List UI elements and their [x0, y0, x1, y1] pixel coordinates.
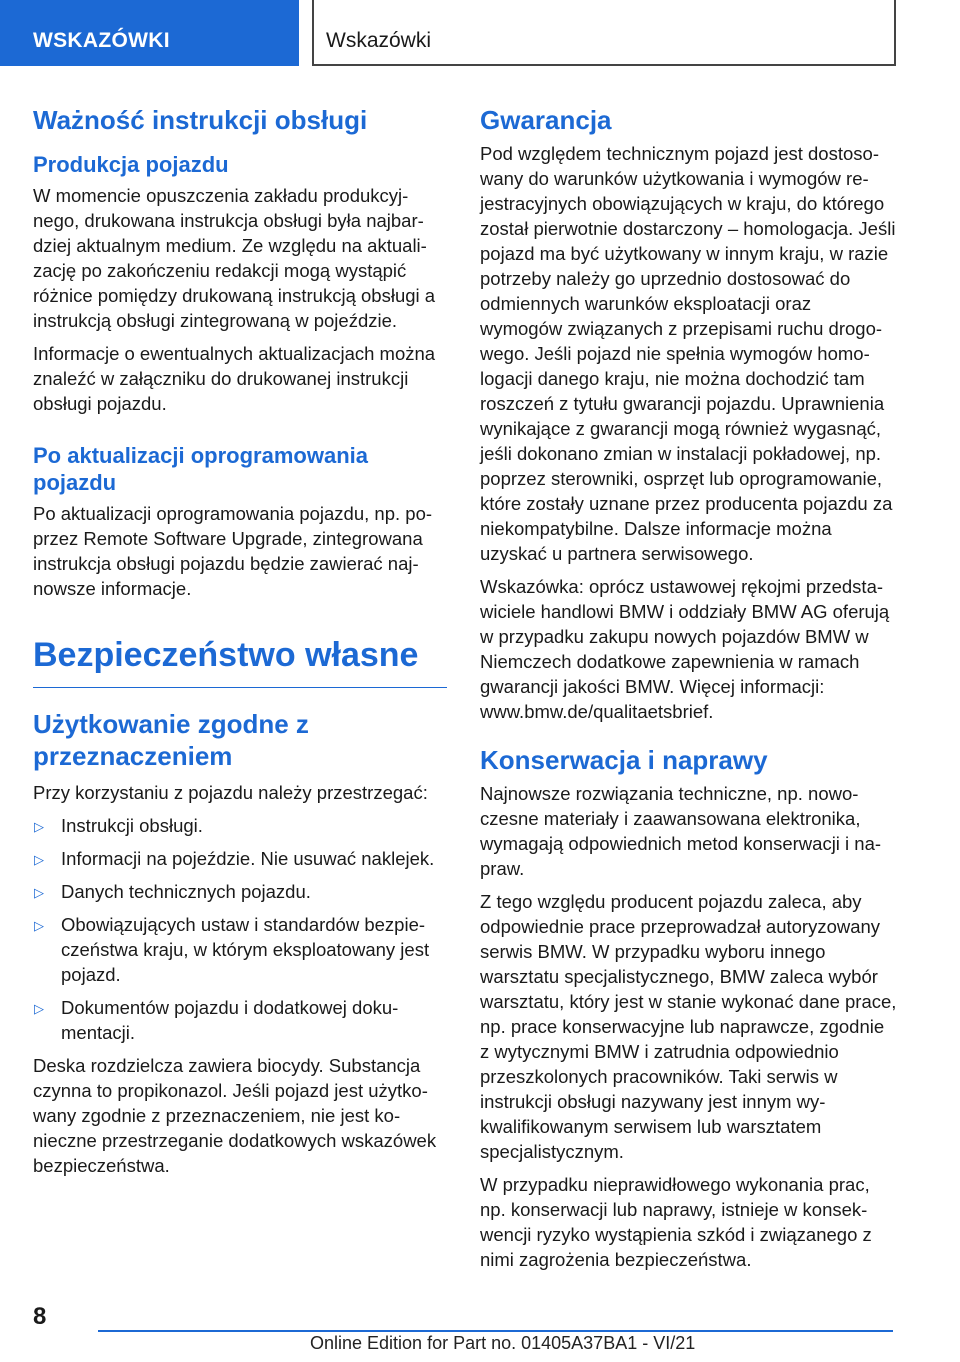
- triangle-bullet-icon: ▷: [34, 1001, 44, 1016]
- list-item: ▷ Danych technicznych pojazdu.: [33, 879, 447, 904]
- heading-intended-use: Użytkowanie zgodne z przeznaczeniem: [33, 709, 309, 771]
- bullet-list: [33, 813, 447, 1045]
- triangle-bullet-icon: ▷: [34, 819, 44, 834]
- footer-divider: [98, 1330, 893, 1332]
- triangle-bullet-icon: ▷: [34, 918, 44, 933]
- footer-edition: Online Edition for Part no. 01405A37BA1 - VI/21: [310, 1333, 696, 1353]
- paragraph: W przypadku nieprawidłowego wykonania prac, np. konserwacji lub naprawy, istnieje w konsekwencji ryzyko wystąpienia szkód i związanego z nimi zagrożenia bezpieczeństwa.: [480, 1174, 872, 1270]
- heading-warranty: Gwarancja: [480, 105, 612, 135]
- paragraph: Wskazówka: oprócz ustawowej rękojmi przedstawiciele handlowi BMW i oddziały BMW AG oferują w przypadku zakupu nowych pojazdów BMW w Niemczech dodatkowe zapewnienia w ramach gwarancji jakości BMW. Więcej informacji: www.bmw.de/qualitaetsbrief.: [480, 576, 890, 722]
- paragraph: Przy korzystaniu z pojazdu należy przestrzegać:: [33, 782, 428, 803]
- section-title: Wskazówki: [312, 0, 896, 66]
- paragraph: Najnowsze rozwiązania techniczne, np. nowoczesne materiały i zaawansowana elektronika, wymagają odpowiednich metod konserwacji i napraw.: [480, 783, 882, 879]
- heading-maintenance: Konserwacja i naprawy: [480, 745, 768, 775]
- left-column: [33, 100, 447, 1178]
- list-item: ▷ Obowiązujących ustaw i standardów bezpieczeństwa kraju, w którym eksploatowany jest pojazd.: [34, 914, 430, 985]
- list-item: ▷ Instrukcji obsługi.: [33, 813, 447, 838]
- list-item: ▷ Dokumentów pojazdu i dodatkowej dokumentacji.: [34, 997, 399, 1043]
- triangle-bullet-icon: ▷: [34, 852, 44, 867]
- paragraph: Pod względem technicznym pojazd jest dostosowany do warunków użytkowania i wymogów rejestracyjnych obowiązujących w kraju, do którego został pierwotnie dostarczony – homologacja. Jeśli pojazd ma być użytkowany w innym kraju, w razie potrzeby należy go uprzednio dostosować do odmiennych warunków eksploatacji oraz wymogów związanych z przepisami ruchu drogowego. Jeśli pojazd nie spełnia wymogów homologacji danego kraju, nie można dochodzić tam roszczeń z tytułu gwarancji pojazdu. Uprawnienia wynikające z gwarancji mogą również wygasnąć, jeśli dokonano zmian w instalacji pokładowej, np. poprzez sterowniki, osprzęt lub oprogramowanie, które zostały uznane przez producenta pojazdu za niekompatybilne. Dalsze informacje można uzyskać u partnera serwisowego.: [480, 143, 896, 564]
- paragraph: W momencie opuszczenia zakładu produkcyjnego, drukowana instrukcja obsługi była najbardziej aktualnym medium. Ze względu na aktualizację po zakończeniu redakcji mogą wystąpić różnice pomiędzy drukowaną instrukcją obsługi a instrukcją obsługi zintegrowaną w pojeździe.: [33, 185, 436, 331]
- page-number: 8: [33, 1303, 47, 1330]
- paragraph: Deska rozdzielcza zawiera biocydy. Substancja czynna to propikonazol. Jeśli pojazd jest użytkowany zgodnie z przeznaczeniem, nie jest konieczne przestrzeganie dodatkowych wskazówek bezpieczeństwa.: [33, 1055, 437, 1176]
- triangle-bullet-icon: ▷: [34, 885, 44, 900]
- paragraph: Informacje o ewentualnych aktualizacjach można znaleźć w załączniku do drukowanej instrukcji obsługi pojazdu.: [33, 343, 436, 414]
- chapter-title: Bezpieczeństwo własne: [33, 635, 447, 688]
- section-tab: WSKAZÓWKI: [0, 0, 299, 66]
- list-item: ▷ Informacji na pojeździe. Nie usuwać naklejek.: [33, 846, 447, 871]
- right-column: [480, 100, 898, 1272]
- subheading-production: Produkcja pojazdu: [33, 152, 229, 177]
- paragraph: Z tego względu producent pojazdu zaleca, aby odpowiednie prace przeprowadzał autoryzowany serwis BMW. W przypadku wyboru innego warsztatu specjalistycznego, BMW zaleca wybór warsztatu, który jest w stanie wykonać dane prace, np. prace konserwacyjne lub naprawcze, zgodnie z wytycznymi BMW i zatrudnia odpowiednio przeszkolonych pracowników. Taki serwis w instrukcji obsługi nazywany jest innym wykwalifikowanym serwisem lub warsztatem specjalistycznym.: [480, 891, 897, 1162]
- subheading-after-update: Po aktualizacji oprogramowania pojazdu: [33, 443, 368, 495]
- heading-validity: Ważność instrukcji obsługi: [33, 105, 368, 135]
- paragraph: Po aktualizacji oprogramowania pojazdu, np. poprzez Remote Software Upgrade, zintegrowana instrukcja obsługi pojazdu będzie zawierać najnowsze informacje.: [33, 503, 433, 599]
